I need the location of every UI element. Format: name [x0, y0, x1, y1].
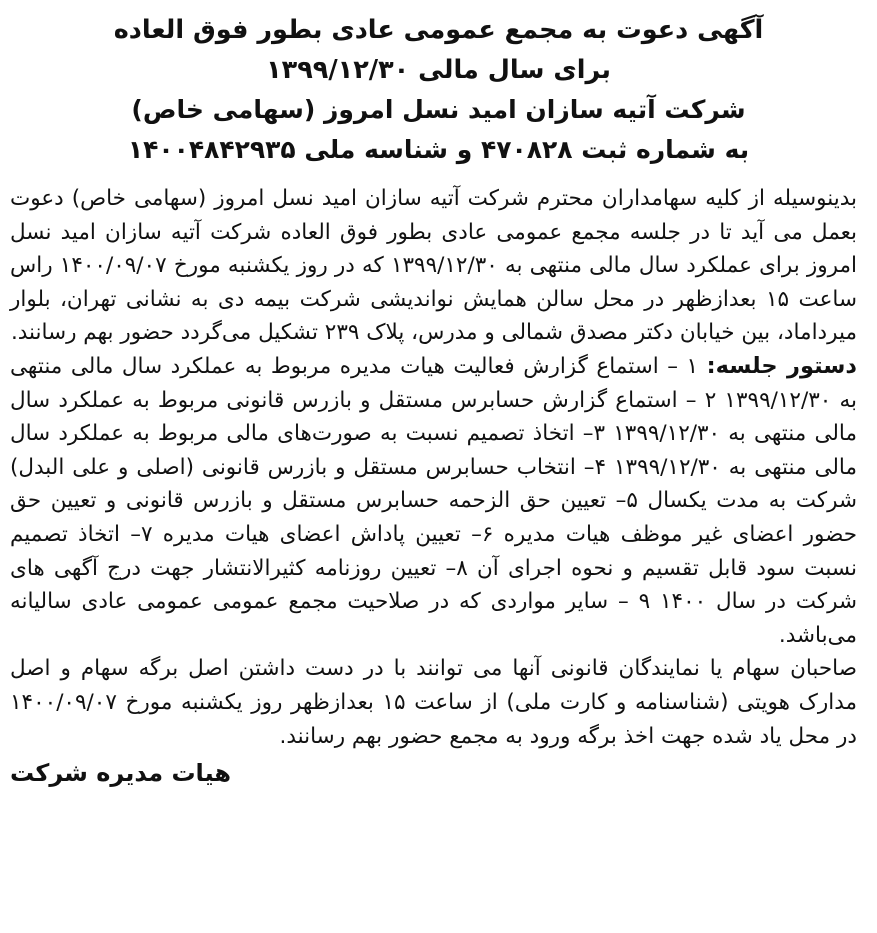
agenda-label: دستور جلسه:: [706, 352, 857, 379]
heading-line-1: آگهی دعوت به مجمع عمومی عادی بطور فوق العاده: [113, 15, 764, 45]
document-body: [0, 182, 877, 753]
agenda-items-text: ۱ – استماع گزارش فعالیت هیات مدیره مربوط به عملکرد سال مالی منتهی به ۱۳۹۹/۱۲/۳۰ ۲ – استماع گزارش حسابرس مستقل و بازرس قانونی مربوط به عملکرد سال مالی منتهی به ۱۳۹۹/۱۲/۳۰ ۳– اتخاذ تصمیم نسبت به صورت‌های مالی مربوط به عملکرد سال مالی منتهی به ۱۳۹۹/۱۲/۳۰ ۴– انتخاب حسابرس مستقل و بازرس قانونی (اصلی و علی البدل) شرکت به مدت یکسال ۵– تعیین حق الزحمه حسابرس مستقل و بازرس قانونی و تعیین حق حضور اعضای غیر موظف هیات مدیره ۶– تعیین پاداش اعضای هیات مدیره ۷– اتخاذ تصمیم نسبت سود قابل تقسیم و نحوه اجرای آن ۸– تعیین روزنامه کثیرالانتشار جهت درج آگهی های شرکت در سال ۱۴۰۰ ۹ – سایر مواردی که در صلاحیت مجمع عمومی عمومی عادی سالیانه می‌باشد.: [10, 353, 858, 648]
heading-line-4: به شماره ثبت ۴۷۰۸۲۸ و شناسه ملی ۱۴۰۰۴۸۴۲۹۳۵: [127, 135, 750, 164]
intro-paragraph: بدینوسیله از کلیه سهامداران محترم شرکت آتیه سازان امید نسل امروز (سهامی خاص) دعوت بعمل می آید تا در جلسه مجمع عمومی عادی بطور فوق العاده شرکت آتیه سازان امید نسل امروز برای عملکرد سال مالی منتهی به ۱۳۹۹/۱۲/۳۰ که در روز یکشنبه مورخ ۱۴۰۰/۰۹/۰۷ راس ساعت ۱۵ بعدازظهر در محل سالن همایش نواندیشی شرکت بیمه دی به نشانی تهران، بلوار میرداماد، بین خیابان دکتر مصدق شمالی و مدرس، پلاک ۲۳۹ تشکیل می‌گردد حضور بهم رسانند.: [10, 186, 858, 346]
agenda-paragraph: [10, 350, 857, 652]
heading-line-2: برای سال مالی ۱۳۹۹/۱۲/۳۰: [266, 55, 611, 85]
closing-paragraph: صاحبان سهام یا نمایندگان قانونی آنها می توانند با در دست داشتن اصل برگه سهام و اصل مدارک هویتی (شناسنامه و کارت ملی) از ساعت ۱۵ بعدازظهر روز یکشنبه مورخ ۱۴۰۰/۰۹/۰۷ در محل یاد شده جهت اخذ برگه ورود به مجمع حضور بهم رسانند.: [10, 656, 858, 749]
signature-block: [0, 755, 877, 791]
heading-line-3: شرکت آتیه سازان امید نسل امروز (سهامی خاص): [131, 95, 746, 124]
document-heading: [0, 0, 877, 170]
signature-text: هیات مدیره شرکت: [10, 759, 232, 788]
